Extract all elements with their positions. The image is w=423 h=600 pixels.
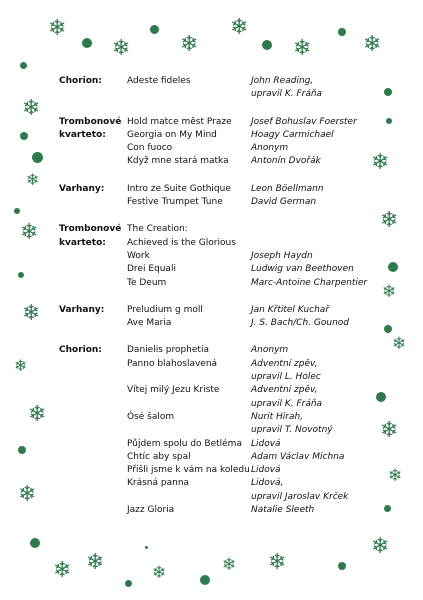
piece-title	[127, 371, 251, 384]
snowflake-icon: ❄	[268, 550, 287, 575]
piece-title: Intro ze Suite Gothique	[127, 183, 231, 194]
piece-title: Krásná panna	[127, 478, 190, 489]
performer-label: Trombonové kvarteto:	[59, 224, 122, 248]
composer-name: upravil K. Fráňa	[251, 89, 323, 100]
composer-name: Adventní zpěv,	[251, 358, 318, 369]
performer-label: Chorion:	[59, 76, 102, 86]
piece-title: The Creation:	[127, 224, 188, 235]
dot-decoration	[32, 152, 43, 163]
dot-decoration	[30, 538, 40, 548]
piece-title: Te Deum	[127, 277, 167, 288]
program-section	[59, 223, 399, 289]
snowflake-icon: ❄	[22, 301, 41, 326]
snowflake-icon: ❄	[388, 466, 403, 486]
composer-name: Marc-Antoine Charpentier	[251, 277, 368, 288]
piece-title	[127, 88, 251, 101]
performer-label: Trombonové kvarteto:	[59, 116, 122, 140]
piece-title: Ave Maria	[127, 318, 172, 329]
program-section	[59, 75, 399, 102]
dot-decoration	[338, 562, 346, 570]
composer-name: upravil K. Fráňa	[251, 398, 323, 409]
composer-name: John Reading,	[251, 76, 314, 86]
piece-title: Jazz Gloria	[127, 505, 175, 516]
program-section	[59, 183, 399, 210]
snowflake-icon: ❄	[14, 356, 28, 375]
snowflake-icon: ❄	[382, 282, 397, 302]
piece-title: Work	[127, 250, 150, 261]
program-section	[59, 344, 399, 517]
snowflake-icon: ❄	[28, 402, 47, 427]
snowflake-icon: ❄	[86, 550, 105, 575]
piece-title: Festive Trumpet Tune	[127, 197, 223, 208]
dot-decoration	[200, 575, 210, 585]
piece-title: Adeste fideles	[127, 76, 191, 86]
composer-name: Adam Václav Michna	[251, 451, 345, 462]
composer-name: Nurit Hirah,	[251, 411, 304, 422]
piece-title: Drei Equali	[127, 264, 176, 275]
composer-name: upravil Jaroslav Krček	[251, 491, 349, 502]
composer-name	[251, 223, 399, 236]
snowflake-icon: ❄	[363, 32, 382, 57]
composer-name: Antonín Dvořák	[251, 156, 321, 167]
program-section	[59, 116, 399, 169]
composer-name: upravil T. Novotný	[251, 425, 333, 436]
snowflake-icon: ❄	[380, 208, 399, 233]
composer-name	[251, 237, 399, 250]
composer-name: Josef Bohuslav Foerster	[251, 116, 357, 127]
composer-name: Lidová,	[251, 478, 284, 489]
snowflake-icon: ❄	[230, 15, 249, 40]
dot-decoration	[14, 208, 20, 214]
composer-name: upravil L. Holec	[251, 372, 321, 383]
dot-decoration	[145, 546, 148, 549]
piece-title: Chtíc aby spal	[127, 451, 191, 462]
snowflake-icon: ❄	[293, 36, 312, 61]
composer-name: Adventní zpěv,	[251, 385, 318, 396]
dot-decoration	[20, 132, 28, 140]
piece-title: Půjdem spolu do Betléma	[127, 438, 242, 449]
piece-title: Ósé šalom	[127, 411, 175, 422]
piece-title: Achieved is the Glorious	[127, 237, 236, 248]
composer-name: Joseph Haydn	[251, 250, 313, 261]
composer-name: Natalie Sleeth	[251, 505, 315, 516]
snowflake-icon: ❄	[180, 32, 199, 57]
dot-decoration	[125, 580, 132, 587]
piece-title: Vítej milý Jezu Kriste	[127, 385, 220, 396]
piece-title: Con fuoco	[127, 143, 173, 154]
composer-name: Leon Böellmann	[251, 183, 324, 194]
piece-title	[127, 424, 251, 437]
performer-label: Varhany:	[59, 304, 105, 315]
snowflake-icon: ❄	[18, 482, 37, 507]
piece-title: Hold matce měst Praze	[127, 116, 232, 127]
snowflake-icon: ❄	[20, 220, 39, 245]
composer-name: Hoagy Carmichael	[251, 129, 334, 140]
composer-name: Ludwig van Beethoven	[251, 264, 354, 275]
dot-decoration	[18, 272, 24, 278]
dot-decoration	[338, 28, 346, 36]
piece-title: Přišli jsme k vám na koledu	[127, 465, 250, 476]
concert-program	[59, 75, 399, 531]
piece-title	[127, 491, 251, 504]
piece-title: Danielis prophetia	[127, 345, 209, 356]
composer-name: Lidová	[251, 438, 281, 449]
snowflake-icon: ❄	[371, 150, 390, 175]
snowflake-icon: ❄	[152, 563, 167, 583]
dot-decoration	[262, 40, 272, 50]
snowflake-icon: ❄	[48, 16, 67, 41]
composer-name: J. S. Bach/Ch. Gounod	[251, 318, 350, 329]
dot-decoration	[150, 25, 159, 34]
composer-name: Anonym	[251, 345, 289, 356]
piece-title	[127, 398, 251, 411]
composer-name: Lidová	[251, 465, 281, 476]
snowflake-icon: ❄	[53, 558, 72, 583]
performer-label: Chorion:	[59, 345, 102, 356]
program-section	[59, 304, 399, 331]
snowflake-icon: ❄	[222, 555, 237, 575]
snowflake-icon: ❄	[26, 170, 40, 189]
snowflake-icon: ❄	[380, 418, 399, 443]
piece-title: Panno blahoslavená	[127, 358, 218, 369]
dot-decoration	[82, 38, 92, 48]
snowflake-icon: ❄	[371, 534, 390, 559]
performer-label: Varhany:	[59, 183, 105, 194]
composer-name: Anonym	[251, 143, 289, 154]
dot-decoration	[20, 62, 27, 69]
snowflake-icon: ❄	[22, 96, 41, 121]
composer-name: Jan Křtitel Kuchař	[251, 304, 330, 315]
snowflake-icon: ❄	[112, 36, 131, 61]
composer-name: David German	[251, 197, 317, 208]
dot-decoration	[18, 446, 26, 454]
piece-title: Georgia on My Mind	[127, 129, 217, 140]
piece-title: Když mne stará matka	[127, 156, 229, 167]
snowflake-icon: ❄	[392, 334, 407, 354]
piece-title: Preludium g moll	[127, 304, 203, 315]
